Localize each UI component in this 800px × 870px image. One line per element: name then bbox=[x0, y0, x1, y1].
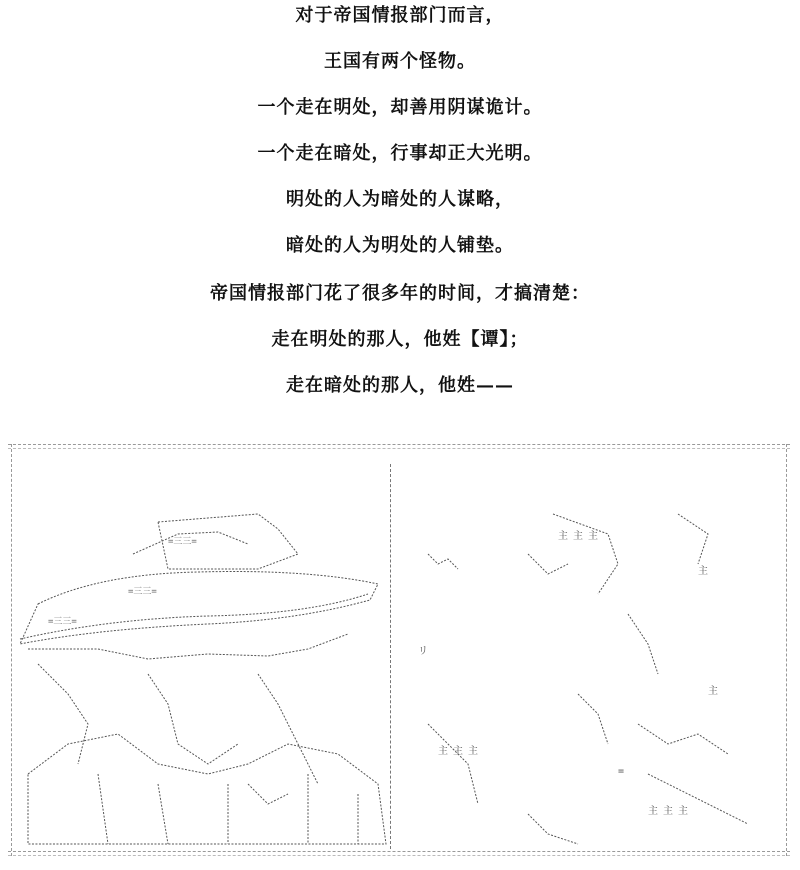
narration-line-5: 明处的人为暗处的人谋略， bbox=[286, 189, 514, 210]
right-stroke-2 bbox=[528, 554, 568, 574]
narration-line-8: 走在明处的那人，他姓【谭】； bbox=[271, 329, 529, 350]
right-text-1: 主 bbox=[558, 531, 568, 542]
hair-strand-right bbox=[258, 674, 318, 784]
right-stroke-5 bbox=[628, 614, 658, 674]
cloak-folds bbox=[98, 774, 358, 844]
right-text-11: 主 bbox=[708, 686, 718, 697]
narration-line-1: 对于帝国情报部门而言， bbox=[295, 5, 505, 26]
hat-brim-shape bbox=[20, 572, 378, 645]
hat-figure-art bbox=[8, 444, 790, 856]
narration-line-4: 一个走在暗处，行事却正大光明。 bbox=[257, 143, 543, 164]
hair-strand-left bbox=[38, 664, 88, 764]
right-stroke-8 bbox=[428, 724, 478, 804]
right-stroke-4 bbox=[678, 514, 708, 564]
face-outline bbox=[148, 674, 238, 764]
ascii-art-panel bbox=[8, 444, 790, 856]
hair-line bbox=[28, 634, 348, 659]
narration-line-3: 一个走在明处，却善用阴谋诡计。 bbox=[257, 97, 543, 118]
narration-line-7: 帝国情报部门花了很多年的时间，才搞清楚： bbox=[210, 283, 590, 304]
right-text-5: 主 bbox=[438, 746, 448, 757]
art-text-brim: =三三= bbox=[128, 587, 157, 597]
right-text-12: リ bbox=[418, 646, 428, 657]
right-text-3: 主 bbox=[588, 531, 598, 542]
art-text-brim-2: =三三= bbox=[48, 617, 77, 627]
right-text-10: 主 bbox=[678, 806, 688, 817]
right-stroke-1 bbox=[428, 554, 458, 569]
narration-line-9: 走在暗处的那人，他姓—— bbox=[286, 375, 514, 396]
right-stroke-6 bbox=[578, 694, 608, 744]
right-text-13: = bbox=[618, 766, 625, 777]
right-text-9: 主 bbox=[663, 806, 673, 817]
right-text-2: 主 bbox=[573, 531, 583, 542]
right-text-6: 主 bbox=[453, 746, 463, 757]
right-text-7: 主 bbox=[468, 746, 478, 757]
right-text-4: 主 bbox=[698, 566, 708, 577]
hand-shape bbox=[248, 784, 288, 804]
right-text-8: 主 bbox=[648, 806, 658, 817]
right-stroke-9 bbox=[528, 814, 578, 844]
narration-line-2: 王国有两个怪物。 bbox=[324, 51, 476, 72]
narration-text bbox=[0, 0, 800, 430]
right-stroke-7 bbox=[638, 724, 728, 754]
art-text-hat: =三三= bbox=[168, 537, 197, 547]
right-stroke-3 bbox=[553, 514, 618, 594]
narration-line-6: 暗处的人为明处的人铺垫。 bbox=[286, 235, 514, 256]
